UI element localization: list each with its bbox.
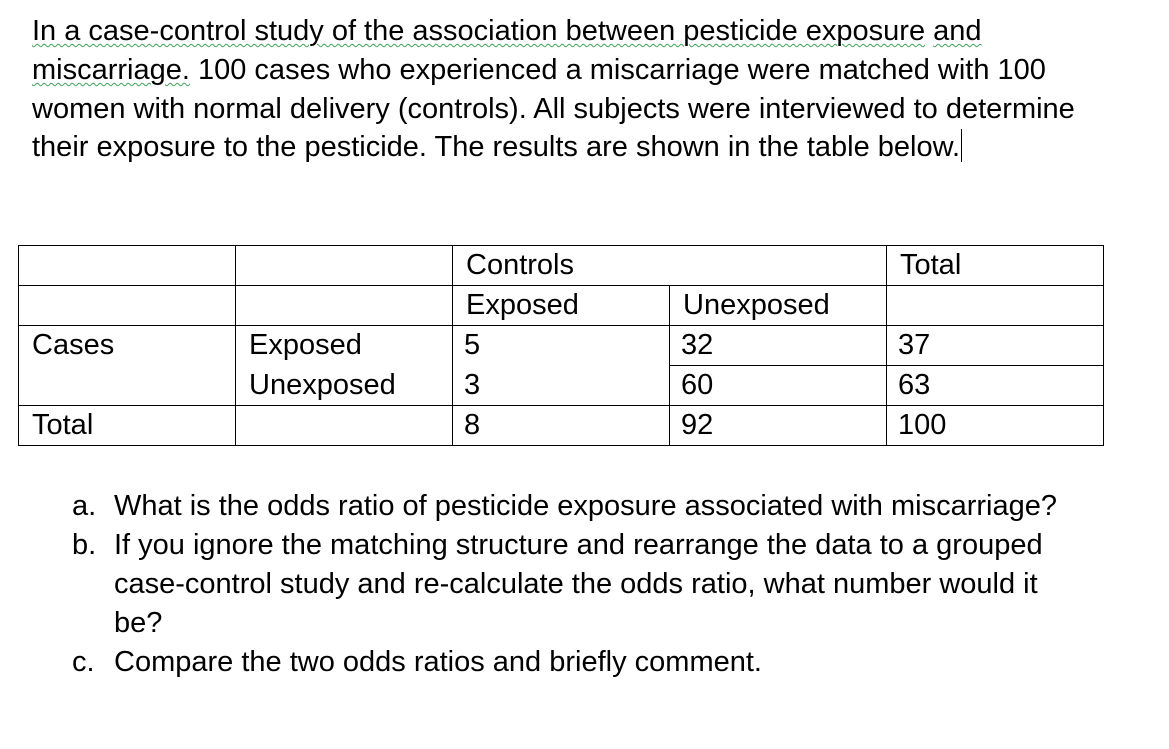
- cell-unexposed-unexposed: 60: [670, 366, 887, 406]
- text-caret: [961, 129, 962, 162]
- table-row: [19, 286, 1104, 326]
- table-cell: [236, 406, 453, 446]
- list-marker: c.: [72, 646, 95, 678]
- row-label-cases: Cases: [19, 326, 236, 406]
- cell-exposed-total: 37: [887, 326, 1104, 366]
- header-controls-exposed: Exposed: [453, 286, 670, 326]
- intro-paragraph: [32, 12, 1092, 167]
- cell-unexposed-exposed: 3: [453, 366, 670, 406]
- question-text: Compare the two odds ratios and briefly comment.: [114, 646, 762, 678]
- row-label-cases-unexposed: Unexposed: [236, 366, 453, 406]
- list-item: [72, 643, 1092, 682]
- table-cell: [19, 246, 236, 286]
- intro-text-underlined: In a case-control study of the association between pesticide exposure: [32, 15, 926, 47]
- cell-total-exposed: 8: [453, 406, 670, 446]
- table-row: [19, 246, 1104, 286]
- question-text: What is the odds ratio of pesticide exposure associated with miscarriage?: [114, 490, 1057, 522]
- cell-exposed-unexposed: 32: [670, 326, 887, 366]
- cell-exposed-exposed: 5: [453, 326, 670, 366]
- header-total: Total: [887, 246, 1104, 286]
- table-cell: [236, 246, 453, 286]
- table-row: [19, 326, 1104, 366]
- table-cell: [19, 286, 236, 326]
- cell-total-unexposed: 92: [670, 406, 887, 446]
- table-cell: [887, 286, 1104, 326]
- question-list: [72, 487, 1092, 682]
- header-controls: Controls: [453, 246, 887, 286]
- question-text: If you ignore the matching structure and rearrange the data to a grouped case-control study and re-calculate the odds ratio, what number would it be?: [114, 529, 1043, 639]
- cell-total-total: 100: [887, 406, 1104, 446]
- row-label-cases-exposed: Exposed: [236, 326, 453, 366]
- header-controls-unexposed: Unexposed: [670, 286, 887, 326]
- table-cell: [236, 286, 453, 326]
- list-marker: a.: [72, 490, 97, 522]
- intro-text: 100 cases who experienced a miscarriage were matched with 100 women with normal delivery (controls). All subjects were interviewed to determine their exposure to the pesticide. The results are shown in the table below.: [32, 53, 1075, 164]
- row-label-total: Total: [19, 406, 236, 446]
- list-item: [72, 526, 1092, 643]
- intro-text-underlined-2: and miscarriage.: [32, 15, 982, 86]
- list-marker: b.: [72, 529, 97, 561]
- list-item: [72, 487, 1092, 526]
- table-row: [19, 406, 1104, 446]
- cell-unexposed-total: 63: [887, 366, 1104, 406]
- matched-pairs-table: [18, 245, 1104, 446]
